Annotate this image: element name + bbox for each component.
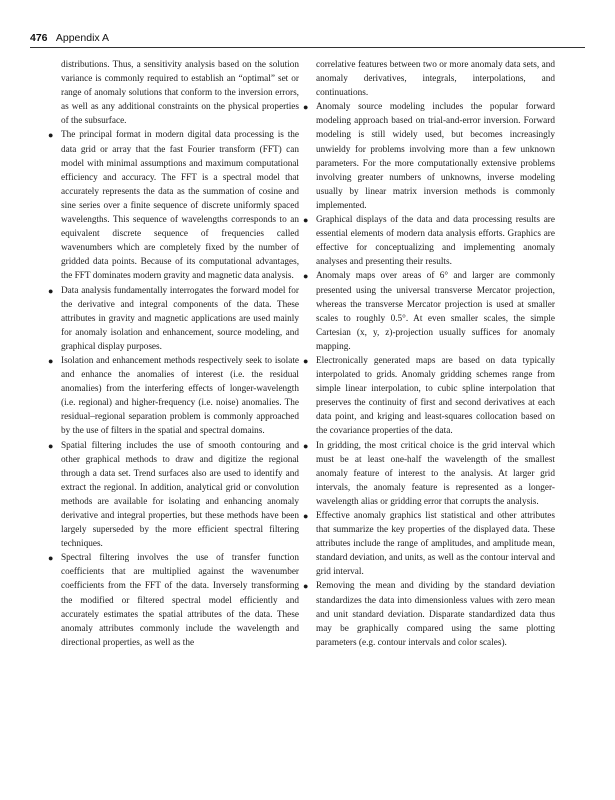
right-bullet-list	[303, 100, 555, 650]
bullet-icon: ●	[303, 102, 309, 113]
bullet-icon: ●	[48, 130, 54, 141]
left-column	[48, 58, 299, 650]
bullet-text: Spatial filtering includes the use of smooth contouring and other graphical methods to draw and digitize the regional through a data set. Trend surfaces also are used to identify and extract the regional. In addition, analytical grid or convolution methods are available for isolating and enhancing anomaly derivative and integral properties, but these methods have been largely superseded by the more efficient spectral filtering techniques.	[61, 440, 299, 550]
bullet-text: Graphical displays of the data and data processing results are essential elements of modern data analysis efforts. Graphics are effective for conceptualizing and implementing anomaly analyses and presenting their results.	[316, 215, 555, 268]
bullet-icon: ●	[303, 440, 309, 451]
bullet-text: In gridding, the most critical choice is the grid interval which must be at least one-half the wavelength of the smallest anomaly feature of interest to the analysis. At larger grid intervals, the anomaly feature is represented as a longer-wavelength alias or gridding error that corrupts the analysis.	[316, 440, 555, 507]
bullet-icon: ●	[48, 355, 54, 366]
bullet-item	[303, 269, 555, 354]
right-continuation-paragraph: correlative features between two or more anomaly data sets, and anomaly derivatives, integrals, interpolations, and continuations.	[316, 60, 555, 99]
bullet-item	[303, 354, 555, 439]
bullet-item	[303, 213, 555, 269]
section-title: Appendix A	[55, 32, 110, 44]
running-header	[30, 31, 585, 47]
left-bullet-list	[48, 128, 299, 649]
bullet-icon: ●	[48, 285, 54, 296]
bullet-icon: ●	[303, 271, 309, 282]
bullet-item	[48, 439, 299, 552]
bullet-icon: ●	[48, 553, 54, 564]
bullet-item	[48, 354, 299, 439]
left-continuation-paragraph: distributions. Thus, a sensitivity analysis based on the solution variance is commonly required to establish an “optimal” set or range of anomaly solutions that conform to the inversion errors, as well as any additional constraints on the physical properties of the subsurface.	[61, 60, 299, 127]
bullet-item	[303, 509, 555, 579]
bullet-text: Data analysis fundamentally interrogates the forward model for the derivative and integral components of the data. These attributes in gravity and magnetic applications are used mainly for anomaly isolation and enhancement, source modeling, and graphical display purposes.	[61, 285, 299, 352]
bullet-icon: ●	[303, 215, 309, 226]
bullet-icon: ●	[48, 440, 54, 451]
bullet-text: Removing the mean and dividing by the standard deviation standardizes the data into dimensionless values with zero mean and unit standard deviation. Disparate standardized data thus may be graphically compared using the same plotting parameters (e.g. contour intervals and color scales).	[316, 581, 555, 648]
bullet-icon: ●	[303, 355, 309, 366]
bullet-text: Anomaly maps over areas of 6° and larger are commonly presented using the universal transverse Mercator projection, whereas the transverse Mercator projection is used at smaller scales to roughly 0.5°. At even smaller scales, the simple Cartesian (x, y, z)-projection usually suffices for anomaly mapping.	[316, 271, 555, 352]
bullet-text: Anomaly source modeling includes the popular forward modeling approach based on trial-and-error inversion. Forward modeling is still widely used, but becomes increasingly unwieldy for problems involving more than a few unknown parameters. For the more computationally extensive problems involving greater numbers of unknowns, inverse modeling usually by linear matrix inversion methods is commonly implemented.	[316, 102, 555, 211]
bullet-icon: ●	[303, 581, 309, 592]
bullet-item	[48, 551, 299, 650]
header-rule	[30, 47, 585, 48]
bullet-item	[303, 439, 555, 509]
bullet-item	[303, 579, 555, 649]
bullet-text: Effective anomaly graphics list statistical and other attributes that summarize the key properties of the displayed data. These attributes include the range of amplitudes, and amplitude mean, standard deviation, and units, as well as the contour interval and grid interval.	[316, 511, 555, 578]
right-column	[303, 58, 555, 650]
bullet-text: Spectral filtering involves the use of transfer function coefficients that are multiplied against the wavenumber coefficients from the FFT of the data. Inversely transforming the modified or filtered spectral model efficiently and accurately estimates the spatial attributes of the data. These anomaly attributes commonly include the wavelength and directional properties, as well as the	[61, 553, 299, 648]
bullet-item	[303, 100, 555, 213]
bullet-item	[48, 128, 299, 283]
bullet-icon: ●	[303, 511, 309, 521]
bullet-text: The principal format in modern digital data processing is the data grid or array that the fast Fourier transform (FFT) can model with minimal assumptions and maximum computational efficiency and accuracy. The FFT is a spectral model that accurately represents the data as the summation of cosine and sine series over a finite sequence of discrete uniformly spaced wavelengths. This sequence of wavelengths corresponds to an equivalent discrete sequence of frequencies called wavenumbers which are completely fixed by the number of gridded data points. Because of its computational advantages, the FFT dominates modern gravity and magnetic data analysis.	[61, 130, 299, 282]
bullet-text: Isolation and enhancement methods respectively seek to isolate and enhance the anomalies of interest (i.e. the residual anomalies) from the interfering effects of longer-wavelength (i.e. regional) and higher-frequency (i.e. noise) anomalies. The residual–regional separation problem is commonly approached by the use of filters in the spatial and spectral domains.	[61, 355, 299, 437]
page-number: 476	[30, 32, 48, 44]
bullet-item	[48, 284, 299, 354]
bullet-text: Electronically generated maps are based on data typically interpolated to grids. Anomaly gridding schemes range from simple linear interpolation, to cubic spline interpolation that preserves the continuity of first and second derivatives at each data point, and kriging and least-squares collocation based on the covariance properties of the data.	[316, 355, 555, 437]
